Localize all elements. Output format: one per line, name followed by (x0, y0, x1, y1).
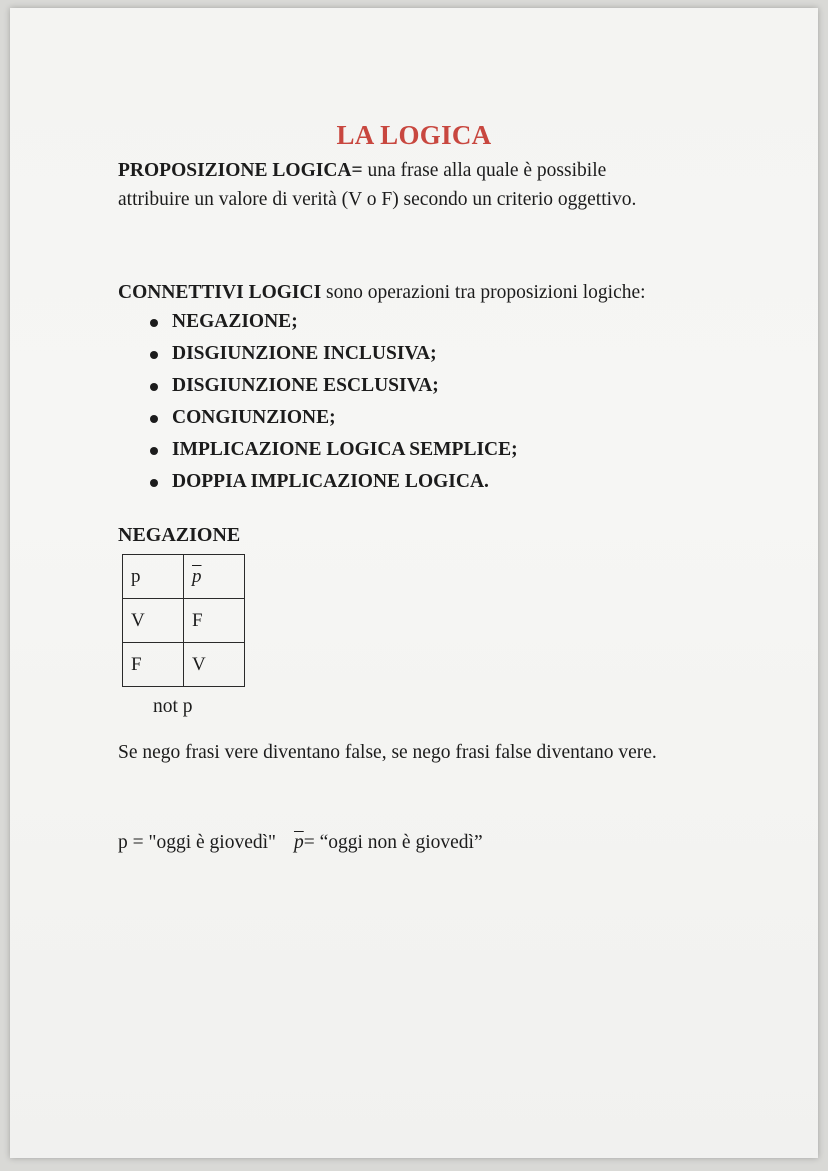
definition-paragraph (118, 156, 678, 214)
definition-term: PROPOSIZIONE LOGICA= (118, 160, 363, 181)
list-item: DISGIUNZIONE INCLUSIVA; (142, 338, 518, 370)
example-p: p = "oggi è giovedì" (118, 832, 276, 853)
negated-p-symbol: $\overline{p}$ (192, 565, 202, 587)
connettivi-term: CONNETTIVI LOGICI (118, 282, 322, 303)
table-cell: F (123, 643, 184, 687)
connettivi-text: sono operazioni tra proposizioni logiche: (321, 282, 646, 303)
table-row (123, 643, 245, 687)
page-title: LA LOGICA (336, 120, 492, 150)
list-item: DISGIUNZIONE ESCLUSIVA; (142, 370, 518, 402)
definition-text: una frase alla quale è possibile attribuire un valore di verità (V o F) secondo un criterio oggettivo. (118, 160, 637, 210)
list-item: DOPPIA IMPLICAZIONE LOGICA. (142, 466, 518, 498)
table-header-cell (184, 555, 245, 599)
connettivi-intro (118, 278, 758, 307)
table-row (123, 555, 245, 599)
list-item: NEGAZIONE; (142, 306, 518, 338)
list-item: IMPLICAZIONE LOGICA SEMPLICE; (142, 434, 518, 466)
truth-table (122, 554, 245, 687)
negazione-heading: NEGAZIONE (118, 524, 241, 546)
table-caption: not p (153, 696, 193, 717)
table-cell: F (184, 599, 245, 643)
table-cell: V (123, 599, 184, 643)
negated-p-symbol: $\overline{p}$ (293, 832, 304, 853)
table-header-cell: p (123, 555, 184, 599)
list-item: CONGIUNZIONE; (142, 402, 518, 434)
document-page (10, 8, 818, 1158)
connettivi-list (142, 306, 518, 498)
negazione-example (118, 832, 483, 854)
table-cell: V (184, 643, 245, 687)
table-row (123, 599, 245, 643)
example-not-p: = “oggi non è giovedì” (303, 832, 483, 853)
negazione-explanation: Se nego frasi vere diventano false, se nego frasi false diventano vere. (118, 742, 657, 763)
